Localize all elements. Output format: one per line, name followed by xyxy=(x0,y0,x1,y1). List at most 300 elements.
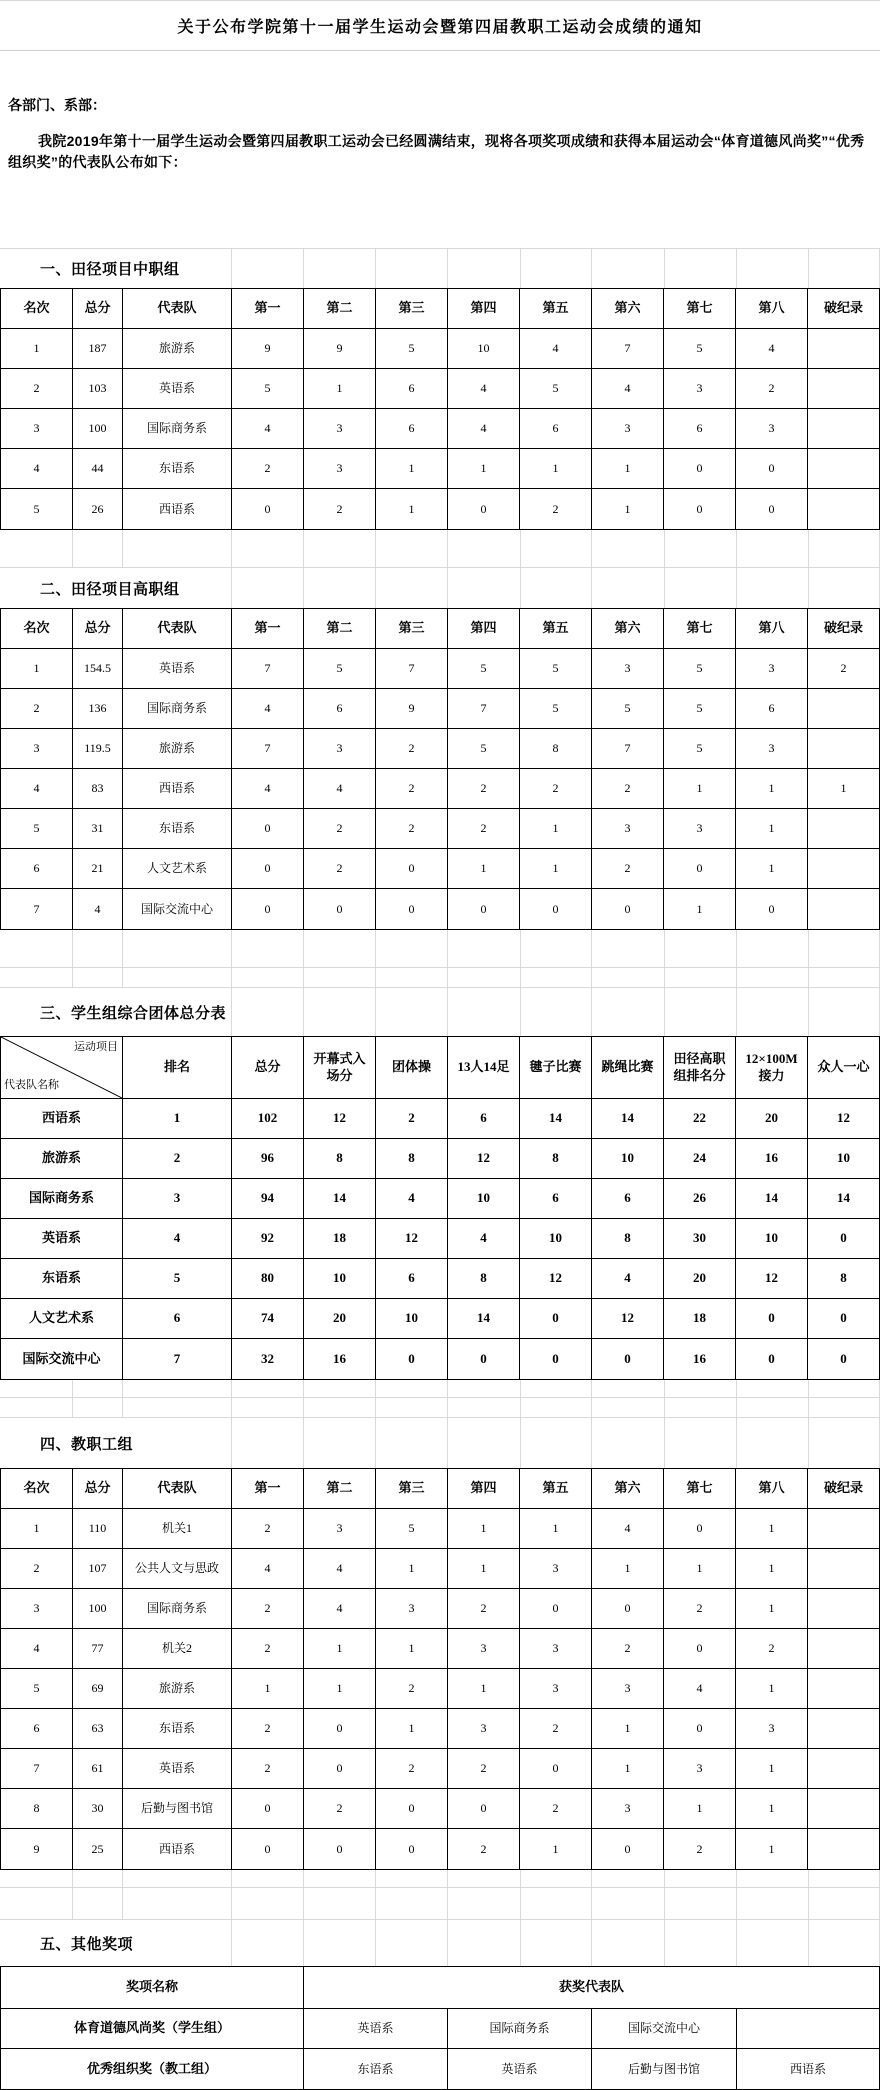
data-cell: 8 xyxy=(520,729,592,769)
data-cell: 东语系 xyxy=(123,809,232,849)
data-cell: 2 xyxy=(448,809,520,849)
data-cell xyxy=(808,1629,879,1669)
document-title: 关于公布学院第十一届学生运动会暨第四届教职工运动会成绩的通知 xyxy=(177,19,703,36)
data-cell: 0 xyxy=(448,889,520,929)
data-cell: 0 xyxy=(376,889,448,929)
empty-grid-row xyxy=(0,530,880,568)
data-cell: 3 xyxy=(592,809,664,849)
data-cell: 2 xyxy=(448,1589,520,1629)
data-cell: 3 xyxy=(123,1179,232,1219)
data-cell xyxy=(808,1589,879,1629)
data-cell: 4 xyxy=(1,769,73,809)
column-header: 总分 xyxy=(73,1469,123,1509)
section1-heading-row xyxy=(0,248,880,288)
data-cell: 2 xyxy=(232,449,304,489)
data-cell: 1 xyxy=(736,1789,808,1829)
column-header: 名次 xyxy=(1,609,73,649)
data-cell: 5 xyxy=(664,689,736,729)
data-cell: 12 xyxy=(592,1299,664,1339)
data-cell xyxy=(808,1669,879,1709)
data-cell xyxy=(808,1709,879,1749)
data-cell: 0 xyxy=(520,1749,592,1789)
data-cell: 6 xyxy=(376,409,448,449)
data-cell: 154.5 xyxy=(73,649,123,689)
data-cell: 12 xyxy=(808,1099,879,1139)
empty-grid-row xyxy=(0,1888,880,1920)
column-header: 第三 xyxy=(376,289,448,329)
data-cell: 0 xyxy=(520,889,592,929)
column-header: 13人14足 xyxy=(448,1037,520,1099)
data-cell: 4 xyxy=(232,1549,304,1589)
intro-paragraph: 我院2019年第十一届学生运动会暨第四届教职工运动会已经圆满结束，现将各项奖项成绩和获得本届运动会“体育道德风尚奖”“优秀组织奖”的代表队公布如下： xyxy=(8,133,865,170)
data-cell: 1 xyxy=(736,1749,808,1789)
data-cell: 32 xyxy=(232,1339,304,1379)
data-cell: 3 xyxy=(664,369,736,409)
data-cell: 3 xyxy=(520,1549,592,1589)
column-header: 代表队 xyxy=(123,289,232,329)
column-header: 第七 xyxy=(664,609,736,649)
data-cell: 4 xyxy=(123,1219,232,1259)
data-cell: 英语系 xyxy=(123,649,232,689)
data-cell: 103 xyxy=(73,369,123,409)
data-cell: 0 xyxy=(808,1219,879,1259)
data-cell: 2 xyxy=(232,1589,304,1629)
column-header: 第七 xyxy=(664,289,736,329)
data-cell: 5 xyxy=(520,369,592,409)
data-cell: 14 xyxy=(808,1179,879,1219)
column-header: 第六 xyxy=(592,609,664,649)
column-header: 团体操 xyxy=(376,1037,448,1099)
data-cell: 14 xyxy=(304,1179,376,1219)
data-cell: 1 xyxy=(1,649,73,689)
data-cell: 2 xyxy=(1,369,73,409)
data-cell: 69 xyxy=(73,1669,123,1709)
data-cell xyxy=(808,1549,879,1589)
corner-cell xyxy=(1,1037,123,1099)
data-cell: 4 xyxy=(1,1629,73,1669)
column-header: 排名 xyxy=(123,1037,232,1099)
column-header: 第五 xyxy=(520,1469,592,1509)
data-cell: 1 xyxy=(736,1669,808,1709)
data-cell xyxy=(808,689,879,729)
data-cell: 0 xyxy=(592,1829,664,1869)
data-cell: 8 xyxy=(376,1139,448,1179)
data-cell: 4 xyxy=(304,769,376,809)
data-cell: 83 xyxy=(73,769,123,809)
data-cell: 6 xyxy=(376,369,448,409)
data-cell: 5 xyxy=(664,729,736,769)
data-cell: 0 xyxy=(448,1789,520,1829)
data-cell xyxy=(808,1829,879,1869)
data-cell xyxy=(808,449,879,489)
data-cell: 12 xyxy=(376,1219,448,1259)
data-cell: 国际商务系 xyxy=(123,689,232,729)
data-cell: 24 xyxy=(664,1139,736,1179)
data-cell: 4 xyxy=(736,329,808,369)
data-cell: 0 xyxy=(376,1829,448,1869)
data-cell: 8 xyxy=(448,1259,520,1299)
data-cell: 6 xyxy=(1,1709,73,1749)
data-cell xyxy=(808,729,879,769)
data-cell: 1 xyxy=(304,1669,376,1709)
data-cell: 80 xyxy=(232,1259,304,1299)
data-cell: 16 xyxy=(736,1139,808,1179)
data-cell: 12 xyxy=(448,1139,520,1179)
data-cell: 0 xyxy=(232,1829,304,1869)
data-cell: 7 xyxy=(1,1749,73,1789)
data-cell: 2 xyxy=(232,1709,304,1749)
data-cell: 6 xyxy=(123,1299,232,1339)
data-cell: 后勤与图书馆 xyxy=(123,1789,232,1829)
data-cell: 英语系 xyxy=(123,1749,232,1789)
data-cell: 1 xyxy=(592,1749,664,1789)
award-team-cell: 国际商务系 xyxy=(448,2009,592,2049)
award-team-cell: 国际交流中心 xyxy=(592,2009,737,2049)
data-cell: 25 xyxy=(73,1829,123,1869)
data-cell: 1 xyxy=(1,329,73,369)
empty-grid-row xyxy=(0,1870,880,1888)
data-cell: 0 xyxy=(232,889,304,929)
data-cell: 100 xyxy=(73,409,123,449)
column-header: 跳绳比赛 xyxy=(592,1037,664,1099)
award-team-cell: 后勤与图书馆 xyxy=(592,2049,737,2089)
data-cell: 2 xyxy=(520,769,592,809)
award-team-cell xyxy=(737,2009,879,2049)
data-cell: 0 xyxy=(664,1629,736,1669)
section2-heading: 二、田径项目高职组 xyxy=(40,580,180,598)
data-cell: 0 xyxy=(520,1299,592,1339)
data-cell: 0 xyxy=(232,809,304,849)
column-header: 名次 xyxy=(1,1469,73,1509)
data-cell: 2 xyxy=(592,1629,664,1669)
data-cell: 6 xyxy=(736,689,808,729)
data-cell: 1 xyxy=(123,1099,232,1139)
data-cell: 0 xyxy=(736,1299,808,1339)
data-cell: 3 xyxy=(736,729,808,769)
table-staff-group xyxy=(0,1468,880,1870)
data-cell: 东语系 xyxy=(123,1709,232,1749)
row-header-cell: 西语系 xyxy=(1,1099,123,1139)
data-cell: 8 xyxy=(304,1139,376,1179)
column-header: 第五 xyxy=(520,289,592,329)
data-cell: 10 xyxy=(808,1139,879,1179)
data-cell: 公共人文与思政 xyxy=(123,1549,232,1589)
column-header: 破纪录 xyxy=(808,1469,879,1509)
data-cell: 4 xyxy=(1,449,73,489)
column-header: 名次 xyxy=(1,289,73,329)
data-cell xyxy=(808,369,879,409)
data-cell: 8 xyxy=(520,1139,592,1179)
data-cell: 0 xyxy=(376,1339,448,1379)
column-header: 众人一心 xyxy=(808,1037,879,1099)
data-cell: 0 xyxy=(232,489,304,529)
data-cell: 12 xyxy=(736,1259,808,1299)
empty-grid-row xyxy=(0,930,880,968)
empty-grid-row xyxy=(0,1380,880,1398)
data-cell: 1 xyxy=(448,1669,520,1709)
data-cell: 5 xyxy=(520,649,592,689)
data-cell: 5 xyxy=(592,689,664,729)
data-cell: 1 xyxy=(592,1709,664,1749)
data-cell: 3 xyxy=(736,649,808,689)
data-cell: 3 xyxy=(592,1669,664,1709)
data-cell: 12 xyxy=(304,1099,376,1139)
data-cell: 3 xyxy=(1,1589,73,1629)
data-cell: 16 xyxy=(304,1339,376,1379)
column-header: 田径高职组排名分 xyxy=(664,1037,736,1099)
data-cell: 人文艺术系 xyxy=(123,849,232,889)
data-cell: 1 xyxy=(376,449,448,489)
table-track-gaozhi xyxy=(0,608,880,930)
data-cell: 14 xyxy=(520,1099,592,1139)
row-header-cell: 旅游系 xyxy=(1,1139,123,1179)
data-cell: 1 xyxy=(520,1509,592,1549)
data-cell: 77 xyxy=(73,1629,123,1669)
data-cell: 2 xyxy=(232,1629,304,1669)
row-header-cell: 东语系 xyxy=(1,1259,123,1299)
data-cell: 3 xyxy=(736,1709,808,1749)
data-cell: 2 xyxy=(664,1589,736,1629)
data-cell: 2 xyxy=(376,1669,448,1709)
column-header: 第七 xyxy=(664,1469,736,1509)
data-cell: 100 xyxy=(73,1589,123,1629)
column-header: 第四 xyxy=(448,609,520,649)
column-header: 第二 xyxy=(304,609,376,649)
award-name-cell: 体育道德风尚奖（学生组） xyxy=(1,2009,304,2049)
data-cell: 3 xyxy=(592,649,664,689)
award-team-cell: 英语系 xyxy=(448,2049,592,2089)
section4-heading-row xyxy=(0,1418,880,1468)
data-cell: 5 xyxy=(520,689,592,729)
data-cell: 2 xyxy=(304,849,376,889)
empty-grid-row xyxy=(0,968,880,988)
column-header: 总分 xyxy=(73,289,123,329)
data-cell: 国际交流中心 xyxy=(123,889,232,929)
data-cell: 2 xyxy=(304,1789,376,1829)
data-cell: 1 xyxy=(520,809,592,849)
data-cell: 2 xyxy=(448,769,520,809)
data-cell: 1 xyxy=(736,849,808,889)
data-cell: 0 xyxy=(376,849,448,889)
data-cell: 2 xyxy=(592,769,664,809)
data-cell: 西语系 xyxy=(123,1829,232,1869)
data-cell: 9 xyxy=(232,329,304,369)
data-cell xyxy=(808,329,879,369)
data-cell: 旅游系 xyxy=(123,729,232,769)
data-cell: 18 xyxy=(304,1219,376,1259)
data-cell: 4 xyxy=(232,409,304,449)
data-cell: 国际商务系 xyxy=(123,1589,232,1629)
data-cell: 3 xyxy=(520,1629,592,1669)
column-header: 第一 xyxy=(232,1469,304,1509)
data-cell: 1 xyxy=(232,1669,304,1709)
data-cell xyxy=(808,849,879,889)
data-cell: 3 xyxy=(376,1589,448,1629)
data-cell: 0 xyxy=(736,449,808,489)
data-cell: 187 xyxy=(73,329,123,369)
data-cell: 22 xyxy=(664,1099,736,1139)
data-cell: 3 xyxy=(520,1669,592,1709)
data-cell: 14 xyxy=(736,1179,808,1219)
row-header-cell: 国际商务系 xyxy=(1,1179,123,1219)
data-cell: 5 xyxy=(376,329,448,369)
data-cell: 5 xyxy=(304,649,376,689)
data-cell xyxy=(808,1509,879,1549)
data-cell: 119.5 xyxy=(73,729,123,769)
data-cell: 1 xyxy=(304,1629,376,1669)
data-cell: 2 xyxy=(376,1749,448,1789)
data-cell: 2 xyxy=(376,729,448,769)
data-cell: 0 xyxy=(304,1829,376,1869)
data-cell: 7 xyxy=(123,1339,232,1379)
column-header: 第三 xyxy=(376,609,448,649)
data-cell: 136 xyxy=(73,689,123,729)
salutation-text: 各部门、系部： xyxy=(8,97,106,113)
data-cell: 2 xyxy=(123,1139,232,1179)
column-header: 第八 xyxy=(736,1469,808,1509)
column-header: 第八 xyxy=(736,609,808,649)
data-cell: 0 xyxy=(304,1709,376,1749)
data-cell: 1 xyxy=(664,889,736,929)
data-cell: 1 xyxy=(592,449,664,489)
data-cell: 7 xyxy=(232,729,304,769)
column-header: 第二 xyxy=(304,1469,376,1509)
data-cell: 18 xyxy=(664,1299,736,1339)
data-cell: 6 xyxy=(1,849,73,889)
data-cell: 16 xyxy=(664,1339,736,1379)
data-cell: 9 xyxy=(304,329,376,369)
data-cell: 5 xyxy=(664,329,736,369)
column-header: 第六 xyxy=(592,1469,664,1509)
data-cell: 0 xyxy=(520,1339,592,1379)
data-cell: 旅游系 xyxy=(123,1669,232,1709)
column-header: 第二 xyxy=(304,289,376,329)
data-cell: 1 xyxy=(376,1709,448,1749)
data-cell: 8 xyxy=(1,1789,73,1829)
data-cell: 2 xyxy=(736,369,808,409)
section3-heading-row xyxy=(0,988,880,1036)
data-cell: 5 xyxy=(448,729,520,769)
data-cell: 4 xyxy=(592,369,664,409)
column-header: 第五 xyxy=(520,609,592,649)
data-cell: 1 xyxy=(664,1549,736,1589)
data-cell: 63 xyxy=(73,1709,123,1749)
data-cell: 3 xyxy=(448,1709,520,1749)
data-cell: 7 xyxy=(448,689,520,729)
data-cell: 44 xyxy=(73,449,123,489)
data-cell: 4 xyxy=(520,329,592,369)
data-cell: 3 xyxy=(304,449,376,489)
data-cell: 2 xyxy=(1,1549,73,1589)
data-cell: 0 xyxy=(592,1589,664,1629)
data-cell: 5 xyxy=(1,1669,73,1709)
section2-heading-row xyxy=(0,568,880,608)
corner-bottom-label: 代表队名称 xyxy=(4,1079,59,1092)
data-cell: 1 xyxy=(448,1509,520,1549)
data-cell: 6 xyxy=(304,689,376,729)
data-cell: 国际商务系 xyxy=(123,409,232,449)
data-cell: 2 xyxy=(520,1709,592,1749)
column-header: 破纪录 xyxy=(808,609,879,649)
data-cell: 4 xyxy=(448,409,520,449)
column-header: 第三 xyxy=(376,1469,448,1509)
data-cell: 92 xyxy=(232,1219,304,1259)
data-cell: 4 xyxy=(73,889,123,929)
data-cell xyxy=(808,809,879,849)
data-cell: 8 xyxy=(808,1259,879,1299)
data-cell: 1 xyxy=(808,769,879,809)
column-header: 第八 xyxy=(736,289,808,329)
data-cell: 10 xyxy=(592,1139,664,1179)
row-header-cell: 国际交流中心 xyxy=(1,1339,123,1379)
data-cell: 2 xyxy=(232,1749,304,1789)
data-cell: 7 xyxy=(232,649,304,689)
data-cell: 6 xyxy=(520,409,592,449)
column-header: 获奖代表队 xyxy=(304,1967,879,2009)
data-cell: 61 xyxy=(73,1749,123,1789)
corner-top-label: 运动项目 xyxy=(74,1041,118,1053)
data-cell: 10 xyxy=(736,1219,808,1259)
data-cell: 1 xyxy=(376,1629,448,1669)
empty-grid-row xyxy=(0,1398,880,1418)
data-cell: 东语系 xyxy=(123,449,232,489)
data-cell: 0 xyxy=(592,1339,664,1379)
data-cell: 1 xyxy=(520,849,592,889)
data-cell: 4 xyxy=(592,1509,664,1549)
column-header: 第六 xyxy=(592,289,664,329)
data-cell: 3 xyxy=(304,1509,376,1549)
data-cell: 1 xyxy=(1,1509,73,1549)
column-header: 破纪录 xyxy=(808,289,879,329)
data-cell: 4 xyxy=(232,689,304,729)
data-cell: 机关1 xyxy=(123,1509,232,1549)
data-cell: 10 xyxy=(448,1179,520,1219)
data-cell: 0 xyxy=(664,849,736,889)
data-cell: 0 xyxy=(304,1749,376,1789)
data-cell: 4 xyxy=(376,1179,448,1219)
data-cell: 3 xyxy=(448,1629,520,1669)
section5-heading: 五、其他奖项 xyxy=(40,1935,134,1953)
award-team-cell: 东语系 xyxy=(304,2049,448,2089)
data-cell: 1 xyxy=(736,1549,808,1589)
data-cell: 30 xyxy=(664,1219,736,1259)
data-cell: 西语系 xyxy=(123,489,232,529)
data-cell: 6 xyxy=(664,409,736,449)
data-cell: 旅游系 xyxy=(123,329,232,369)
data-cell: 20 xyxy=(304,1299,376,1339)
data-cell: 20 xyxy=(736,1099,808,1139)
data-cell: 3 xyxy=(592,1789,664,1829)
data-cell: 0 xyxy=(736,889,808,929)
data-cell xyxy=(808,1749,879,1789)
data-cell: 10 xyxy=(304,1259,376,1299)
column-header: 第四 xyxy=(448,289,520,329)
award-team-cell: 英语系 xyxy=(304,2009,448,2049)
data-cell: 30 xyxy=(73,1789,123,1829)
data-cell: 2 xyxy=(304,489,376,529)
column-header: 总分 xyxy=(73,609,123,649)
data-cell: 1 xyxy=(304,369,376,409)
data-cell: 1 xyxy=(376,1549,448,1589)
data-cell: 5 xyxy=(123,1259,232,1299)
data-cell: 1 xyxy=(736,1509,808,1549)
data-cell: 14 xyxy=(448,1299,520,1339)
data-cell: 2 xyxy=(592,849,664,889)
data-cell: 96 xyxy=(232,1139,304,1179)
data-cell: 26 xyxy=(73,489,123,529)
data-cell: 4 xyxy=(232,769,304,809)
data-cell: 9 xyxy=(1,1829,73,1869)
